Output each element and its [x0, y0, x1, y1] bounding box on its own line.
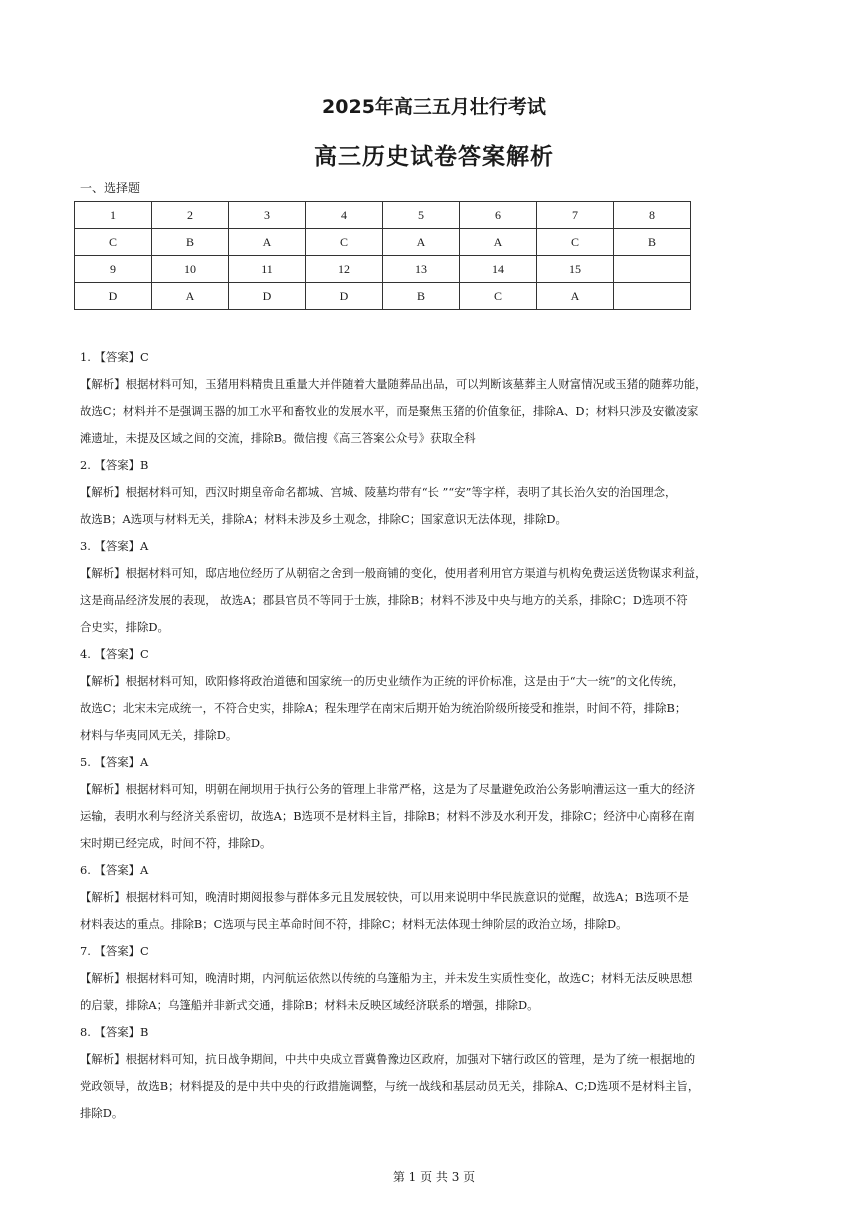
explanation-line: 【解析】根据材料可知，玉猪用料精贵且重量大并伴随着大量随葬品出品，可以判断该墓葬主人财富情况或玉猪的随葬功能，	[80, 377, 707, 391]
explanation-line: 排除D。	[80, 1106, 124, 1120]
explanation-line: 宋时期已经完成，时间不符，排除D。	[80, 836, 272, 850]
answer-heading: 2. 【答案】B	[80, 458, 149, 472]
explanation-line: 的启蒙，排除A；乌篷船并非新式交通，排除B；材料未反映区域经济联系的增强，排除D。	[80, 998, 539, 1012]
table-cell: 5	[383, 202, 460, 229]
answer-heading: 4. 【答案】C	[80, 647, 149, 661]
table-cell	[614, 256, 691, 283]
explanation-line: 材料表达的重点。排除B；C选项与民主革命时间不符，排除C；材料无法体现士绅阶层的政治立场，排除D。	[80, 917, 628, 931]
table-cell: 2	[152, 202, 229, 229]
table-cell: 8	[614, 202, 691, 229]
explanation-line: 运输，表明水利与经济关系密切，故选A；B选项不是材料主旨，排除B；材料不涉及水利开发，排除C；经济中心南移在南	[80, 809, 695, 823]
explanation-line: 合史实，排除D。	[80, 620, 169, 634]
table-cell: 9	[75, 256, 152, 283]
answer-heading: 6. 【答案】A	[80, 863, 149, 877]
explanation-line: 【解析】根据材料可知，欧阳修将政治道德和国家统一的历史业绩作为正统的评价标准，这是由于“大一统”的文化传统，	[80, 674, 684, 688]
answer-heading: 3. 【答案】A	[80, 539, 149, 553]
answer-heading: 8. 【答案】B	[80, 1025, 149, 1039]
table-cell: 1	[75, 202, 152, 229]
exam-title: 2025年高三五月壮行考试	[322, 96, 546, 118]
table-cell	[614, 283, 691, 310]
document-title: 高三历史试卷答案解析	[314, 144, 554, 170]
explanation-line: 【解析】根据材料可知，晚清时期，内河航运依然以传统的乌篷船为主，并未发生实质性变化，故选C；材料无法反映思想	[80, 971, 693, 985]
table-cell: A	[229, 229, 306, 256]
explanation-line: 滩遗址，未提及区域之间的交流，排除B。微信搜《高三答案公众号》获取全科	[80, 431, 476, 445]
table-cell: 13	[383, 256, 460, 283]
table-row	[75, 202, 691, 229]
answer-table	[74, 201, 691, 310]
table-cell: A	[383, 229, 460, 256]
page-footer: 第 1 页 共 3 页	[392, 1170, 476, 1184]
table-row	[75, 256, 691, 283]
table-cell: 3	[229, 202, 306, 229]
section-label: 一、选择题	[80, 181, 141, 195]
answer-heading: 7. 【答案】C	[80, 944, 149, 958]
explanation-line: 材料与华夷同风无关，排除D。	[80, 728, 238, 742]
table-cell: 12	[306, 256, 383, 283]
answer-heading: 1. 【答案】C	[80, 350, 149, 364]
table-cell: C	[306, 229, 383, 256]
table-cell: 10	[152, 256, 229, 283]
table-cell: 15	[537, 256, 614, 283]
table-cell: D	[306, 283, 383, 310]
table-cell: A	[537, 283, 614, 310]
table-cell: D	[75, 283, 152, 310]
table-cell: B	[152, 229, 229, 256]
table-cell: 4	[306, 202, 383, 229]
table-cell: C	[460, 283, 537, 310]
table-cell: C	[75, 229, 152, 256]
table-cell: C	[537, 229, 614, 256]
table-cell: D	[229, 283, 306, 310]
explanation-line: 故选C；北宋未完成统一，不符合史实，排除A；程朱理学在南宋后期开始为统治阶级所接受和推崇，时间不符，排除B；	[80, 701, 687, 715]
explanation-line: 【解析】根据材料可知，晚清时期阅报参与群体多元且发展较快，可以用来说明中华民族意识的觉醒，故选A；B选项不是	[80, 890, 689, 904]
table-cell: 6	[460, 202, 537, 229]
table-row	[75, 283, 691, 310]
explanation-line: 党政领导，故选B；材料提及的是中共中央的行政措施调整，与统一战线和基层动员无关，排除A、C;D选项不是材料主旨，	[80, 1079, 700, 1093]
explanation-line: 【解析】根据材料可知，明朝在闸坝用于执行公务的管理上非常严格，这是为了尽量避免政治公务影响漕运这一重大的经济	[80, 782, 696, 796]
explanation-line: 【解析】根据材料可知，邸店地位经历了从朝宿之舍到一般商铺的变化，使用者利用官方渠道与机构免费运送货物谋求利益，	[80, 566, 707, 580]
explanation-line: 【解析】根据材料可知，西汉时期皇帝命名都城、宫城、陵墓均带有“长 ”“安”等字样，表明了其长治久安的治国理念，	[80, 485, 677, 499]
answer-explanations	[80, 344, 788, 1127]
table-cell: A	[460, 229, 537, 256]
explanation-line: 这是商品经济发展的表现， 故选A；郡县官员不等同于士族，排除B；材料不涉及中央与地方的关系，排除C；D选项不符	[80, 593, 688, 607]
answer-heading: 5. 【答案】A	[80, 755, 149, 769]
table-row	[75, 229, 691, 256]
table-cell: A	[152, 283, 229, 310]
table-cell: 14	[460, 256, 537, 283]
table-cell: B	[614, 229, 691, 256]
table-cell: 11	[229, 256, 306, 283]
explanation-line: 【解析】根据材料可知，抗日战争期间，中共中央成立晋冀鲁豫边区政府，加强对下辖行政区的管理，是为了统一根据地的	[80, 1052, 696, 1066]
explanation-line: 故选C；材料并不是强调玉器的加工水平和畜牧业的发展水平，而是聚焦玉猪的价值象征，排除A、D；材料只涉及安徽凌家	[80, 404, 699, 418]
table-cell: 7	[537, 202, 614, 229]
explanation-line: 故选B；A选项与材料无关，排除A；材料未涉及乡土观念，排除C；国家意识无法体现，排除D。	[80, 512, 567, 526]
table-cell: B	[383, 283, 460, 310]
